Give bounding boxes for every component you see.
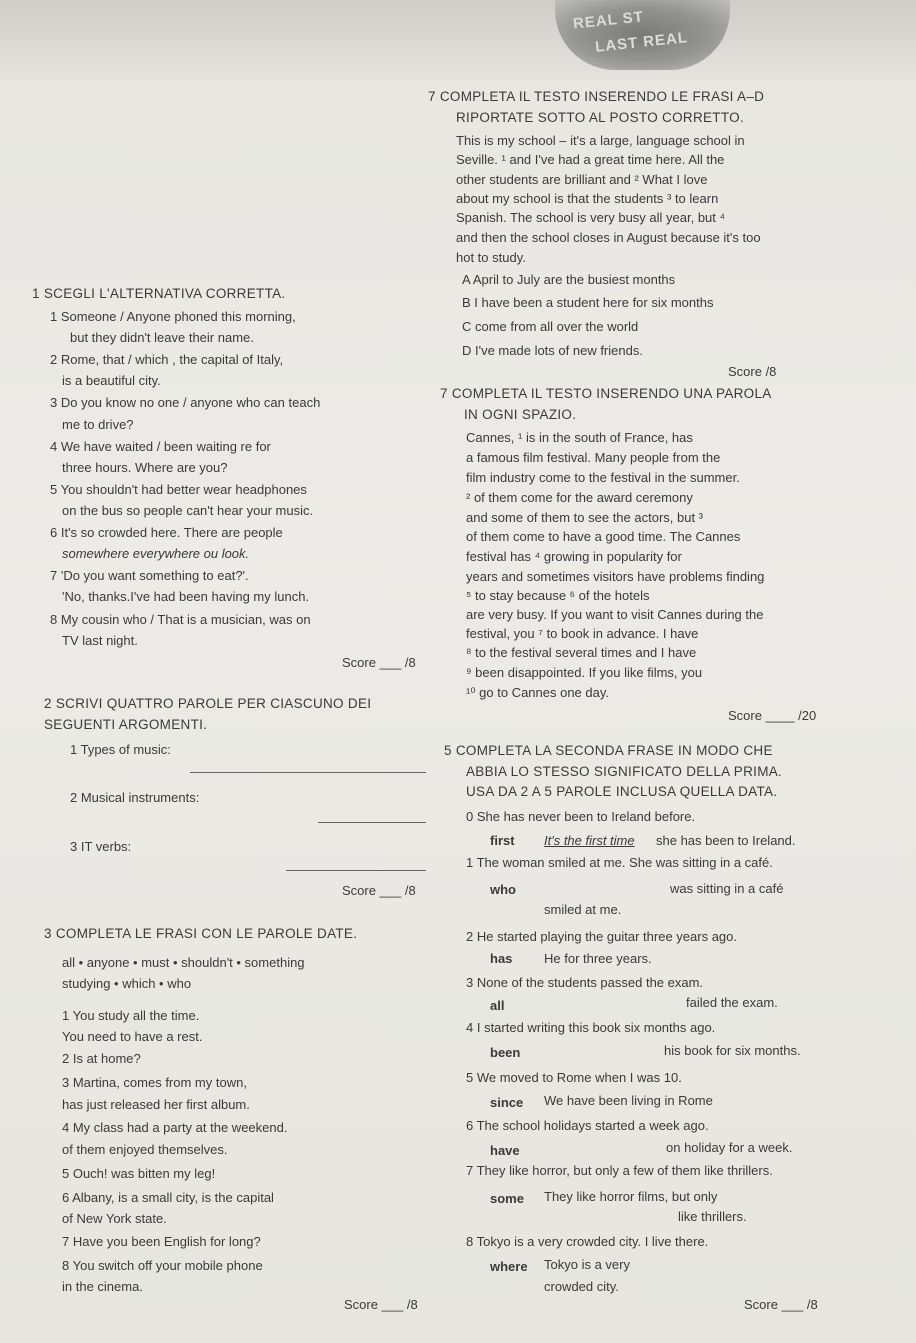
ex5-item-keyword: who xyxy=(490,882,516,897)
ex2-answer-line[interactable] xyxy=(190,772,426,773)
ex1-item: 5 You shouldn't had better wear headphones xyxy=(50,482,307,497)
page-top-shadow xyxy=(0,0,916,80)
ex5-item-answer-text: We have been living in Rome xyxy=(544,1093,713,1108)
ex5-item-answer-text-2: like thrillers. xyxy=(678,1209,747,1224)
ex7a-text-line: and then the school closes in August because it's too xyxy=(456,230,761,245)
ex7b-text-line: are very busy. If you want to visit Cannes during the xyxy=(466,607,764,622)
ex7a-title: 7 COMPLETA IL TESTO INSERENDO LE FRASI A–D xyxy=(428,89,765,104)
ex7b-text-line: festival has ⁴ growing in popularity for xyxy=(466,549,682,564)
ex5-item-keyword: some xyxy=(490,1191,524,1206)
ex3-item-cont: of them enjoyed themselves. xyxy=(62,1142,228,1157)
ex3-item: 8 You switch off your mobile phone xyxy=(62,1258,263,1273)
ex5-example-answer: It's the first time xyxy=(544,833,635,848)
ex5-item-answer-text: They like horror films, but only xyxy=(544,1189,718,1204)
ex1-title: 1 SCEGLI L'ALTERNATIVA CORRETTA. xyxy=(32,286,286,301)
ex7a-text-line: Spanish. The school is very busy all year, but ⁴ xyxy=(456,210,726,225)
ex7b-text-line: of them come to have a good time. The Cannes xyxy=(466,529,741,544)
ex3-item-cont: in the cinema. xyxy=(62,1279,143,1294)
ex3-item: 1 You study all the time. xyxy=(62,1008,200,1023)
ex1-item-cont: is a beautiful city. xyxy=(62,373,161,388)
ex5-item-sentence: 2 He started playing the guitar three years ago. xyxy=(466,929,737,944)
ex7a-title-2: RIPORTATE SOTTO AL POSTO CORRETTO. xyxy=(456,110,744,125)
ex3-item: 3 Martina, comes from my town, xyxy=(62,1075,247,1090)
ex5-score: Score ___ /8 xyxy=(744,1297,818,1312)
ex5-item-answer-text: on holiday for a week. xyxy=(666,1140,793,1155)
ex5-item-keyword: all xyxy=(490,998,505,1013)
ex7a-text-line: about my school is that the students ³ to learn xyxy=(456,191,719,206)
ex2-title-2: SEGUENTI ARGOMENTI. xyxy=(44,717,208,732)
ex5-item-answer-text: failed the exam. xyxy=(686,995,778,1010)
ex7b-title: 7 COMPLETA IL TESTO INSERENDO UNA PAROLA xyxy=(440,386,772,401)
ex7b-text-line: ⁹ been disappointed. If you like films, you xyxy=(466,665,703,680)
ex5-item-keyword: have xyxy=(490,1143,520,1158)
ex7b-text-line: ² of them come for the award ceremony xyxy=(466,490,693,505)
ex5-item-answer-text: his book for six months. xyxy=(664,1043,801,1058)
ex3-item: 6 Albany, is a small city, is the capital xyxy=(62,1190,274,1205)
ex3-item: 7 Have you been English for long? xyxy=(62,1234,261,1249)
ex5-example-sentence: 0 She has never been to Ireland before. xyxy=(466,809,696,824)
ex7a-text-line: other students are brilliant and ² What I love xyxy=(456,172,708,187)
ex5-example-rest: she has been to Ireland. xyxy=(656,833,796,848)
ex1-item: 7 'Do you want something to eat?'. xyxy=(50,568,249,583)
ex5-item-sentence: 5 We moved to Rome when I was 10. xyxy=(466,1070,682,1085)
ex2-score: Score ___ /8 xyxy=(342,883,416,898)
ex7a-option: B I have been a student here for six months xyxy=(462,295,714,310)
ex1-item-cont: TV last night. xyxy=(62,633,138,648)
ex2-item: 2 Musical instruments: xyxy=(70,790,200,805)
ex7b-text-line: film industry come to the festival in the summer. xyxy=(466,470,740,485)
ex1-item: 6 It's so crowded here. There are people xyxy=(50,525,283,540)
ex3-score: Score ___ /8 xyxy=(344,1297,418,1312)
ex7a-text-line: This is my school – it's a large, language school in xyxy=(456,133,745,148)
ex5-item-sentence: 4 I started writing this book six months ago. xyxy=(466,1020,716,1035)
ex5-item-sentence: 6 The school holidays started a week ago. xyxy=(466,1118,709,1133)
ex3-item-cont: You need to have a rest. xyxy=(62,1029,203,1044)
ex1-item-cont: somewhere everywhere ou look. xyxy=(62,546,250,561)
ex5-item-answer-text-2: crowded city. xyxy=(544,1279,619,1294)
ex5-item-answer-text: Tokyo is a very xyxy=(544,1257,630,1272)
ex5-item-sentence: 7 They like horror, but only a few of them like thrillers. xyxy=(466,1163,773,1178)
ex3-word-bank: all • anyone • must • shouldn't • something xyxy=(62,955,305,970)
ex5-title: 5 COMPLETA LA SECONDA FRASE IN MODO CHE xyxy=(444,743,773,758)
ex2-answer-line[interactable] xyxy=(318,822,426,823)
ex1-item-cont: but they didn't leave their name. xyxy=(70,330,254,345)
ex2-item: 1 Types of music: xyxy=(70,742,171,757)
ex5-item-answer-text-2: smiled at me. xyxy=(544,902,622,917)
ex7a-option: D I've made lots of new friends. xyxy=(462,343,643,358)
ex3-word-bank-2: studying • which • who xyxy=(62,976,192,991)
ex7b-text-line: and some of them to see the actors, but ³ xyxy=(466,510,704,525)
ex7b-text-line: festival, you ⁷ to book in advance. I have xyxy=(466,626,699,641)
sticker-logo: REAL ST LAST REAL xyxy=(555,0,730,70)
ex1-score: Score ___ /8 xyxy=(342,655,416,670)
ex5-item-keyword: since xyxy=(490,1095,524,1110)
ex7b-text-line: Cannes, ¹ is in the south of France, has xyxy=(466,430,693,445)
ex7b-text-line: ⁵ to stay because ⁶ of the hotels xyxy=(466,588,650,603)
ex7a-text-line: hot to study. xyxy=(456,250,526,265)
ex5-item-answer-text: was sitting in a café xyxy=(670,881,784,896)
ex7b-title-2: IN OGNI SPAZIO. xyxy=(464,407,577,422)
ex1-item: 8 My cousin who / That is a musician, was on xyxy=(50,612,311,627)
ex7b-text-line: ¹⁰ go to Cannes one day. xyxy=(466,685,610,700)
ex3-item: 4 My class had a party at the weekend. xyxy=(62,1120,288,1135)
ex5-item-sentence: 3 None of the students passed the exam. xyxy=(466,975,704,990)
ex1-item: 3 Do you know no one / anyone who can teach xyxy=(50,395,321,410)
ex7a-option: A April to July are the busiest months xyxy=(462,272,676,287)
ex3-title: 3 COMPLETA LE FRASI CON LE PAROLE DATE. xyxy=(44,926,358,941)
ex3-item-cont: of New York state. xyxy=(62,1211,167,1226)
ex1-item-cont: three hours. Where are you? xyxy=(62,460,228,475)
ex1-item: 1 Someone / Anyone phoned this morning, xyxy=(50,309,296,324)
ex7b-score: Score ____ /20 xyxy=(728,708,817,723)
ex5-item-keyword: where xyxy=(490,1259,528,1274)
ex7a-option: C come from all over the world xyxy=(462,319,639,334)
ex5-item-keyword: has xyxy=(490,951,513,966)
ex1-item-cont: 'No, thanks.I've had been having my lunch. xyxy=(62,589,310,604)
ex7a-score: Score /8 xyxy=(728,364,777,379)
ex2-title: 2 SCRIVI QUATTRO PAROLE PER CIASCUNO DEI xyxy=(44,696,372,711)
ex7b-text-line: years and sometimes visitors have problems finding xyxy=(466,569,765,584)
ex3-item: 5 Ouch! was bitten my leg! xyxy=(62,1166,216,1181)
ex1-item-cont: on the bus so people can't hear your music. xyxy=(62,503,314,518)
ex5-item-sentence: 8 Tokyo is a very crowded city. I live there. xyxy=(466,1234,709,1249)
ex1-item-cont: me to drive? xyxy=(62,417,134,432)
ex1-item: 4 We have waited / been waiting re for xyxy=(50,439,271,454)
ex1-item: 2 Rome, that / which , the capital of Italy, xyxy=(50,352,284,367)
ex5-item-answer-text: He for three years. xyxy=(544,951,652,966)
ex7a-text-line: Seville. ¹ and I've had a great time here. All the xyxy=(456,152,725,167)
ex5-item-sentence: 1 The woman smiled at me. She was sitting in a café. xyxy=(466,855,773,870)
ex2-item: 3 IT verbs: xyxy=(70,839,132,854)
ex5-title-2: ABBIA LO STESSO SIGNIFICATO DELLA PRIMA. xyxy=(466,764,783,779)
ex7b-text-line: ⁸ to the festival several times and I have xyxy=(466,645,697,660)
ex2-answer-line[interactable] xyxy=(286,870,426,871)
ex5-item-keyword: been xyxy=(490,1045,521,1060)
ex5-example-keyword: first xyxy=(490,833,515,848)
ex3-item: 2 Is at home? xyxy=(62,1051,141,1066)
ex5-title-3: USA DA 2 A 5 PAROLE INCLUSA QUELLA DATA. xyxy=(466,784,778,799)
ex3-item-cont: has just released her first album. xyxy=(62,1097,250,1112)
ex7b-text-line: a famous film festival. Many people from the xyxy=(466,450,721,465)
